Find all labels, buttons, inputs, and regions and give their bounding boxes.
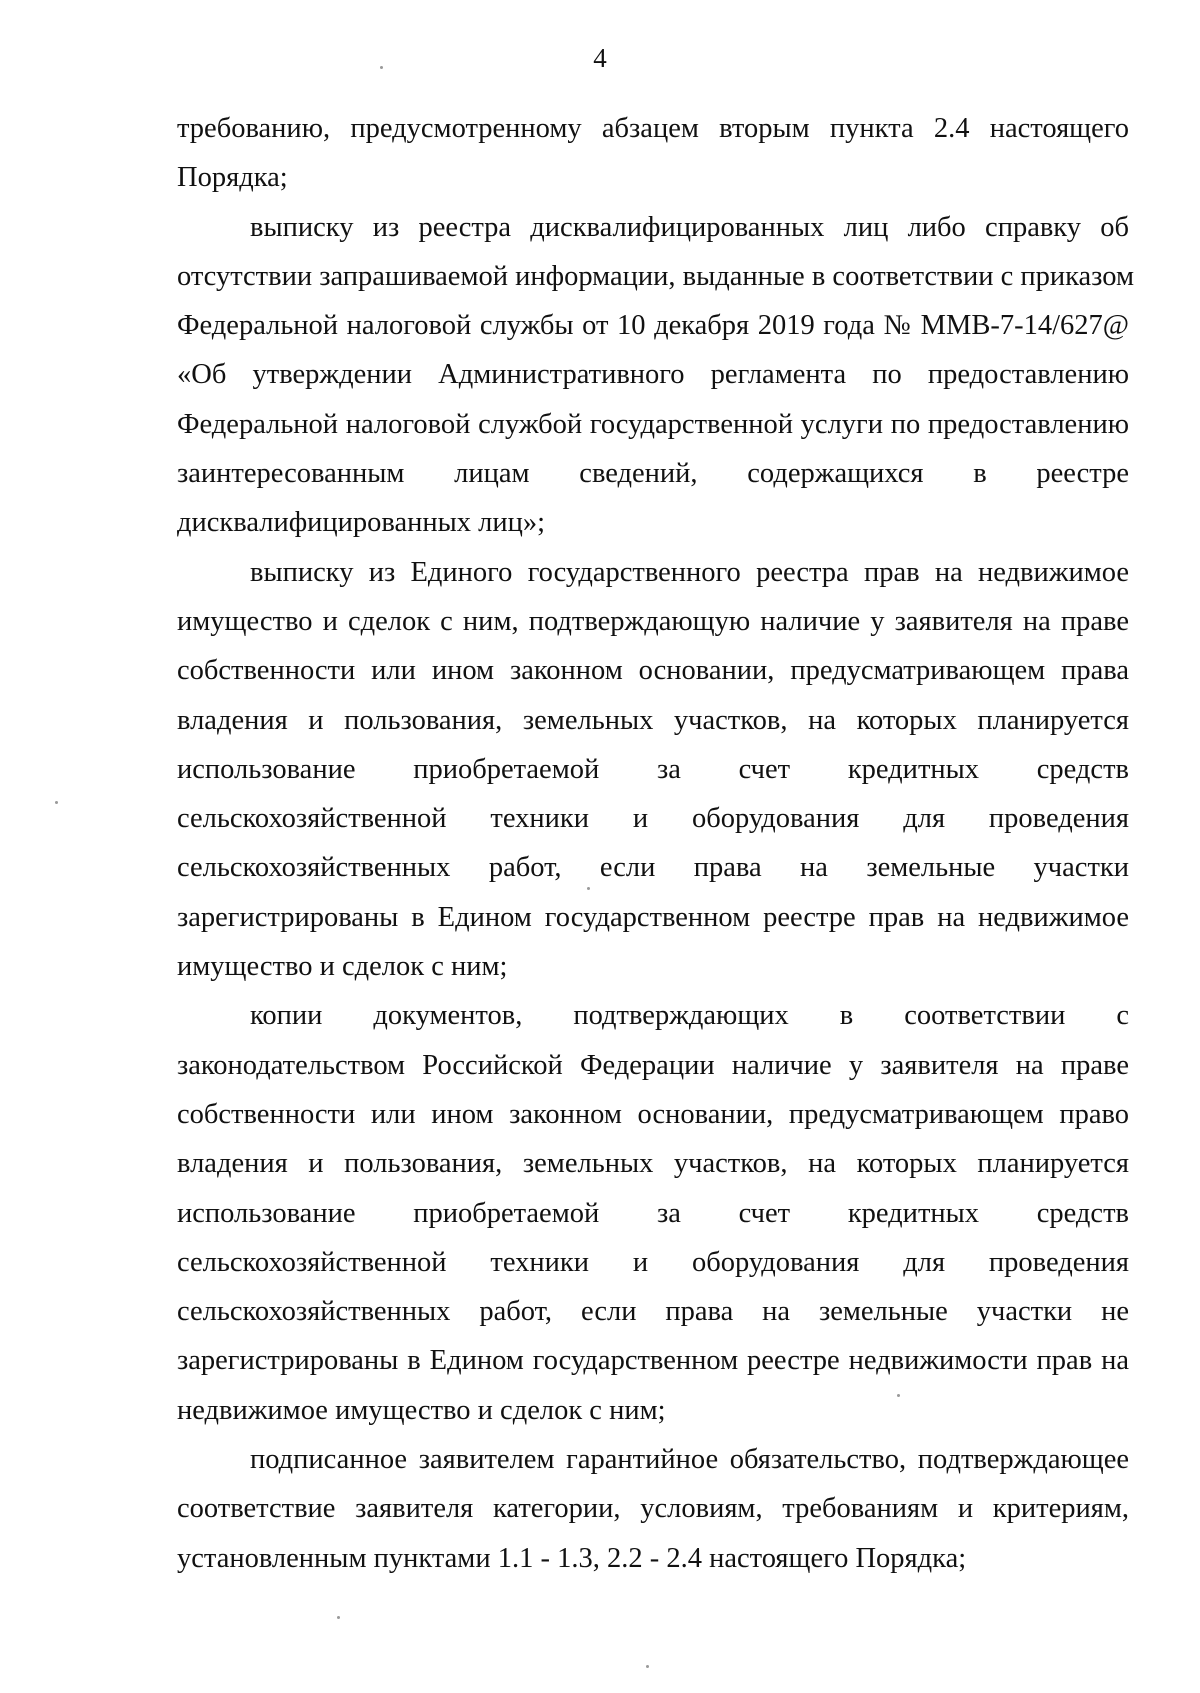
- text-line: зарегистрированы в Едином государственном реестре недвижимости прав на: [177, 1345, 1129, 1377]
- text-line: использование приобретаемой за счет кредитных средств: [177, 1197, 1129, 1229]
- text-line: собственности или ином законном основании, предусматривающем право: [177, 1098, 1129, 1130]
- document-body: [177, 104, 1135, 1583]
- text-line: имущество и сделок с ним;: [177, 951, 508, 983]
- text-line: «Об утверждении Административного регламента по предоставлению: [177, 359, 1129, 391]
- text-line: сельскохозяйственных работ, если права на земельные участки: [177, 852, 1129, 884]
- page-number: 4: [593, 43, 607, 73]
- text-line: законодательством Российской Федерации наличие у заявителя на праве: [177, 1049, 1129, 1081]
- text-line: сельскохозяйственной техники и оборудования для проведения: [177, 803, 1129, 835]
- text-line: Федеральной налоговой службой государственной услуги по предоставлению: [177, 408, 1129, 440]
- paragraph: [177, 203, 1135, 548]
- scan-speck: [380, 66, 383, 69]
- text-line: имущество и сделок с ним, подтверждающую наличие у заявителя на праве: [177, 605, 1129, 637]
- text-line: соответствие заявителя категории, условиям, требованиям и критериям,: [177, 1493, 1129, 1525]
- text-line: подписанное заявителем гарантийное обязательство, подтверждающее: [250, 1444, 1129, 1476]
- text-line: сельскохозяйственной техники и оборудования для проведения: [177, 1246, 1129, 1278]
- text-line: зарегистрированы в Едином государственном реестре прав на недвижимое: [177, 901, 1129, 933]
- text-line: выписку из Единого государственного реестра прав на недвижимое: [250, 556, 1129, 588]
- scan-speck: [587, 887, 590, 890]
- paragraph: [177, 1435, 1129, 1583]
- text-line: требованию, предусмотренному абзацем вторым пункта 2.4 настоящего: [177, 113, 1129, 144]
- text-line: установленным пунктами 1.1 - 1.3, 2.2 - 2.4 настоящего Порядка;: [177, 1542, 967, 1574]
- text-line: собственности или ином законном основании, предусматривающем права: [177, 655, 1129, 687]
- text-line: копии документов, подтверждающих в соответствии с: [250, 1000, 1129, 1032]
- paragraph: [177, 548, 1129, 992]
- text-line: Федеральной налоговой службы от 10 декабря 2019 года № ММВ-7-14/627@: [177, 310, 1129, 342]
- text-line: недвижимое имущество и сделок с ним;: [177, 1394, 666, 1426]
- scan-speck: [897, 1394, 900, 1397]
- scan-speck: [337, 1616, 340, 1619]
- text-line: сельскохозяйственных работ, если права на земельные участки не: [177, 1296, 1129, 1328]
- scan-speck: [646, 1665, 649, 1668]
- text-line: владения и пользования, земельных участков, на которых планируется: [177, 704, 1129, 736]
- paragraph: [177, 991, 1129, 1435]
- text-line: Порядка;: [177, 162, 288, 194]
- text-line: владения и пользования, земельных участков, на которых планируется: [177, 1148, 1129, 1180]
- text-line: отсутствии запрашиваемой информации, выданные в соответствии с приказом: [177, 260, 1135, 292]
- text-line: заинтересованным лицам сведений, содержащихся в реестре: [177, 458, 1129, 490]
- text-line: выписку из реестра дисквалифицированных лиц либо справку об: [250, 211, 1129, 243]
- text-line: дисквалифицированных лиц»;: [177, 507, 546, 539]
- scan-speck: [55, 801, 58, 804]
- text-line: использование приобретаемой за счет кредитных средств: [177, 753, 1129, 785]
- paragraph: [177, 104, 1129, 203]
